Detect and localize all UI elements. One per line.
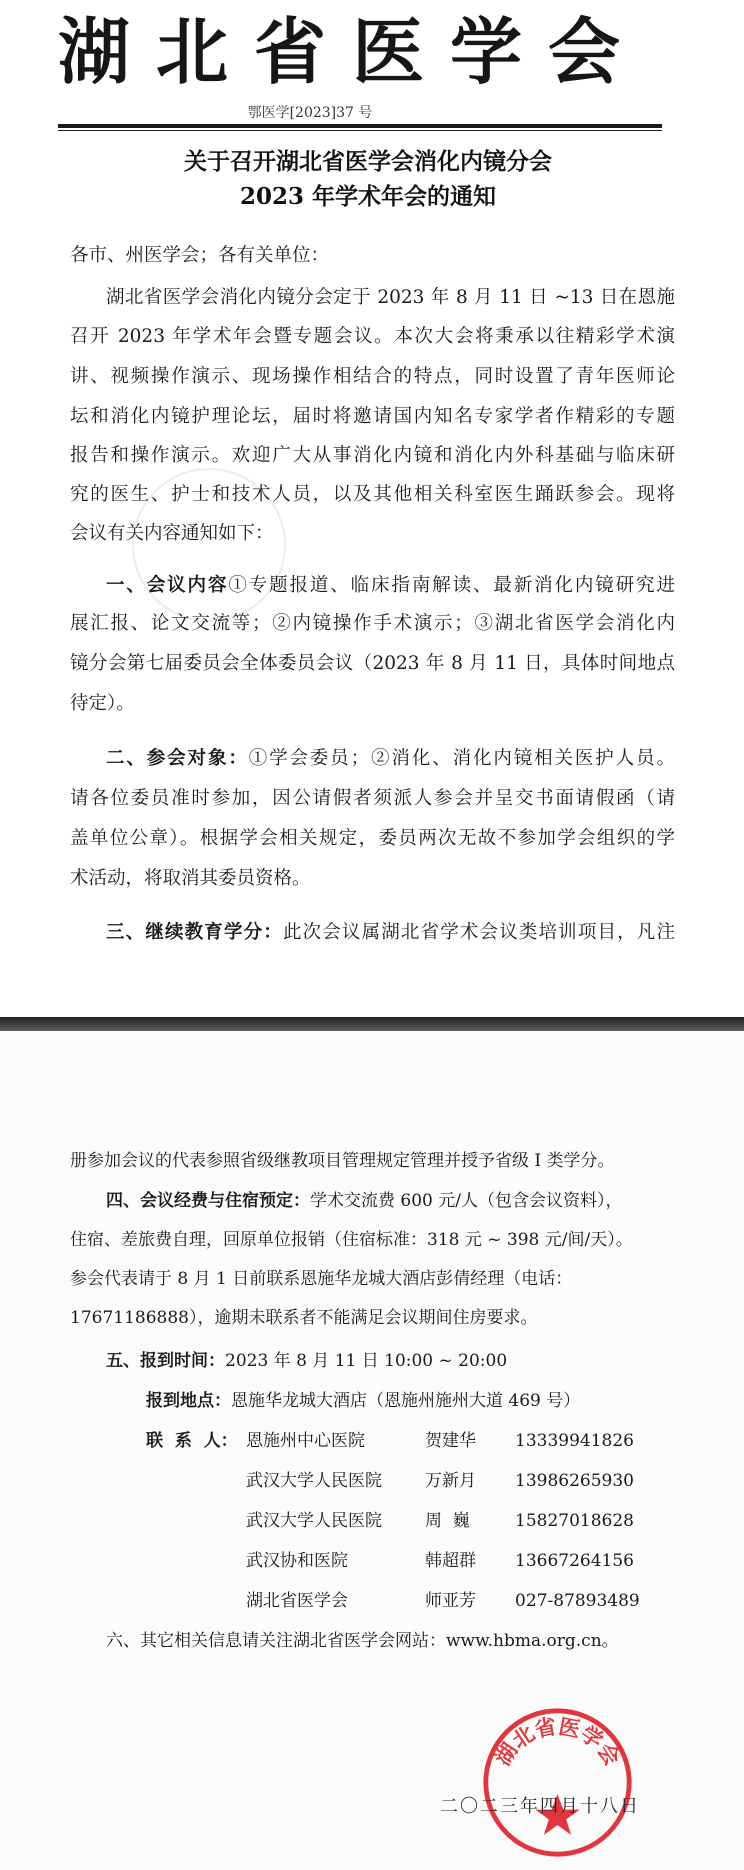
header-rule-thin: [58, 130, 662, 131]
section-3-label: 三、继续教育学分：: [106, 922, 283, 943]
section-4-text: 学术交流费 600 元/人（包含会议资料），: [310, 1191, 623, 1211]
contacts-label: 联 系 人：: [146, 1431, 238, 1451]
contact-phone: 13986265930: [515, 1471, 634, 1491]
contact-org: 武汉协和医院: [246, 1551, 348, 1571]
header-rule-thick: [58, 124, 662, 128]
intro-line: 湖北省医学会消化内镜分会定于 2023 年 8 月 11 日 ~13 日在恩施: [106, 287, 675, 308]
registration-time: 2023 年 8 月 11 日 10:00 ~ 20:00: [225, 1351, 508, 1371]
contact-phone: 15827018628: [515, 1511, 634, 1531]
section-4-first-line: [106, 1189, 622, 1213]
section-1-first-line: [106, 572, 675, 600]
contact-org: 武汉大学人民医院: [246, 1511, 382, 1531]
intro-line: 召开 2023 年学术年会暨专题会议。本次大会将秉承以往精彩学术演: [70, 326, 675, 347]
section-3-continuation: 册参加会议的代表参照省级继教项目管理规定管理并授予省级 I 类学分。: [70, 1151, 615, 1171]
salutation: 各市、州医学会；各有关单位：: [70, 245, 330, 266]
seal-ring: [486, 1711, 629, 1854]
section-6: 六、其它相关信息请关注湖北省医学会网站：www.hbma.org.cn。: [106, 1631, 619, 1651]
notice-title-line-2: 2023 年学术年会的通知: [239, 183, 497, 210]
section-4-line: 参会代表请于 8 月 1 日前联系恩施华龙城大酒店彭倩经理（电话：: [70, 1269, 573, 1289]
contact-org: 恩施州中心医院: [246, 1431, 365, 1451]
section-2-line: 盖单位公章）。根据学会相关规定，委员两次无故不参加学会组织的学: [70, 828, 675, 849]
org-title: 湖北省医学会: [58, 10, 647, 94]
section-1-line: 镜分会第七届委员会全体委员会议（2023 年 8 月 11 日，具体时间地点: [70, 653, 675, 674]
section-4-line: 住宿、差旅费自理，回原单位报销（住宿标准：318 元 ~ 398 元/间/天）。: [70, 1230, 633, 1250]
notice-title-line-1: 关于召开湖北省医学会消化内镜分会: [184, 148, 552, 175]
contact-phone: 13339941826: [515, 1431, 634, 1451]
section-2-line: 术活动，将取消其委员资格。: [70, 868, 311, 889]
section-3-text: 此次会议属湖北省学术会议类培训项目，凡注: [282, 922, 675, 943]
document-number: 鄂医学[2023]37 号: [247, 105, 373, 121]
contact-name: 韩超群: [425, 1551, 476, 1571]
section-4-line: 17671186888），逾期未联系者不能满足会议期间住房要求。: [70, 1308, 538, 1328]
contact-org: 湖北省医学会: [246, 1591, 348, 1611]
seal-text: 湖北省医学会: [490, 1714, 625, 1771]
registration-time-row: [106, 1349, 507, 1373]
contact-name: 万新月: [425, 1471, 476, 1491]
official-seal-image: [480, 1705, 635, 1860]
contact-name: 贺建华: [425, 1431, 476, 1451]
intro-line: 讲、视频操作演示、现场操作相结合的特点，同时设置了青年医师论: [70, 366, 675, 387]
section-3-first-line: [106, 919, 675, 947]
page-separator: [0, 1017, 744, 1031]
contact-phone: 13667264156: [515, 1551, 634, 1571]
section-1-line: 展汇报、论文交流等；②内镜操作手术演示；③湖北省医学会消化内: [70, 613, 675, 634]
intro-line: 坛和消化内镜护理论坛，届时将邀请国内知名专家学者作精彩的专题: [70, 406, 675, 427]
registration-place: 恩施华龙城大酒店（恩施州施州大道 469 号）: [231, 1391, 581, 1411]
intro-line: 究的医生、护士和技术人员，以及其他相关科室医生踊跃参会。现将: [70, 484, 675, 505]
section-2-first-line: [106, 745, 675, 773]
section-1-line: 待定）。: [70, 693, 135, 714]
section-2-line: 请各位委员准时参加，因公请假者须派人参会并呈交书面请假函（请: [70, 788, 675, 809]
contact-name: 周 巍: [425, 1511, 470, 1531]
contact-phone: 027-87893489: [515, 1591, 640, 1611]
contact-name: 师亚芳: [425, 1591, 476, 1611]
section-1-label: 一、会议内容: [106, 575, 229, 596]
registration-time-label: 五、报到时间：: [106, 1351, 225, 1371]
issue-date: 二〇二三年四月十八日: [440, 1796, 640, 1817]
contact-org: 武汉大学人民医院: [246, 1471, 382, 1491]
intro-line: 报告和操作演示。欢迎广大从事消化内镜和消化内外科基础与临床研: [70, 445, 675, 466]
section-2-label: 二、参会对象：: [106, 748, 249, 769]
section-4-label: 四、会议经费与住宿预定：: [106, 1191, 310, 1211]
intro-line: 会议有关内容通知如下：: [70, 523, 274, 544]
section-2-text: ①学会委员；②消化、消化内镜相关医护人员。: [248, 748, 675, 769]
section-1-text: ①专题报道、临床指南解读、最新消化内镜研究进: [228, 575, 675, 596]
registration-place-label: 报到地点：: [146, 1391, 231, 1411]
registration-place-row: [146, 1389, 580, 1413]
